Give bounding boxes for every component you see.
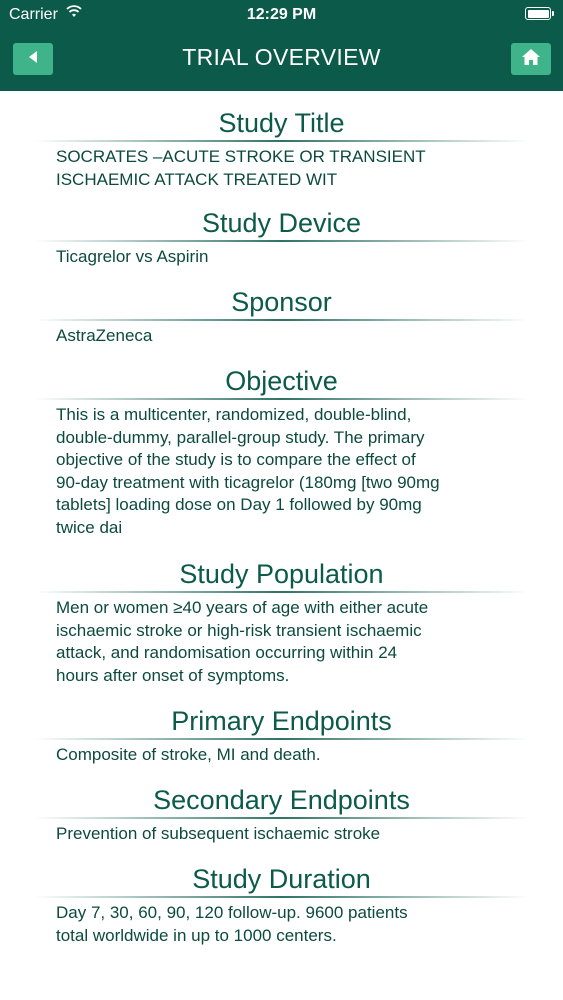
section-text: SOCRATES –ACUTE STROKE OR TRANSIENT ISCHAEMIC ATTACK TREATED WIT: [56, 147, 426, 189]
section-heading: Sponsor: [231, 287, 332, 317]
status-bar: [0, 0, 563, 30]
section-heading: Study Title: [218, 108, 345, 138]
section-text: Men or women ≥40 years of age with either acute ischaemic stroke or high-risk transient ischaemic attack, and randomisation occurring within 24 hours after onset of symptoms.: [56, 598, 429, 685]
page-title: TRIAL OVERVIEW: [182, 44, 381, 70]
section-divider: [34, 398, 529, 400]
home-icon: [521, 48, 541, 71]
header-bar: [0, 0, 563, 91]
section-heading: Secondary Endpoints: [153, 785, 410, 815]
section-heading: Study Device: [201, 208, 362, 238]
section-divider: [34, 319, 529, 321]
home-button[interactable]: [511, 43, 551, 75]
overview-section: [0, 559, 563, 687]
section-heading: Primary Endpoints: [171, 706, 392, 736]
overview-section: [0, 287, 563, 348]
section-divider: [34, 738, 529, 740]
overview-section: [0, 208, 563, 269]
section-heading: Study Duration: [192, 864, 371, 894]
section-divider: [34, 591, 529, 593]
section-text: Prevention of subsequent ischaemic stroke: [56, 824, 381, 843]
section-text: Composite of stroke, MI and death.: [56, 745, 321, 764]
overview-section: [0, 864, 563, 947]
section-divider: [34, 817, 529, 819]
status-time: 12:29 PM: [246, 6, 317, 23]
section-text: This is a multicenter, randomized, double-blind, double-dummy, parallel-group study. The primary objective of the study is to compare the effect of 90-day treatment with ticagrelor (180mg [two 90mg tablets] loading dose on Day 1 followed by 90mg twice dai: [56, 405, 440, 537]
overview-section: [0, 366, 563, 540]
section-heading: Study Population: [179, 559, 384, 589]
battery-icon: [525, 7, 551, 20]
section-text: Ticagrelor vs Aspirin: [56, 247, 209, 266]
section-text: Day 7, 30, 60, 90, 120 follow-up. 9600 patients total worldwide in up to 1000 centers.: [56, 903, 408, 945]
overview-section: [0, 706, 563, 767]
overview-section: [0, 785, 563, 846]
section-divider: [34, 896, 529, 898]
section-divider: [34, 240, 529, 242]
section-text: AstraZeneca: [56, 326, 153, 345]
section-divider: [34, 140, 529, 142]
section-heading: Objective: [225, 366, 338, 396]
carrier-label: Carrier: [9, 6, 58, 23]
overview-section: [0, 108, 563, 191]
